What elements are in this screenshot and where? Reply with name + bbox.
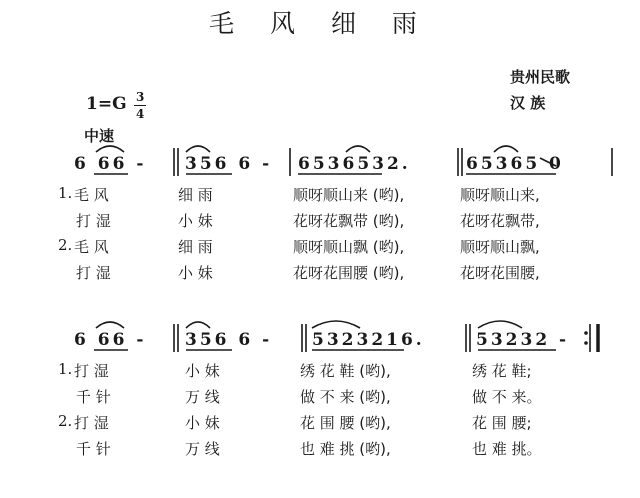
tie — [96, 146, 124, 152]
lyric: 花 围 腰; — [472, 414, 532, 432]
s2-measure-1: 6 66 - — [74, 330, 147, 350]
tie — [346, 146, 370, 152]
lyric: 绣 花 鞋; — [472, 362, 532, 380]
slide-mark — [540, 158, 556, 166]
lyric: 花呀花飘带 (哟), — [293, 212, 405, 230]
lyric: 做 不 来 (哟), — [300, 388, 391, 406]
verse-number: 1. — [58, 184, 73, 202]
song-title: 毛 风 细 雨 — [209, 9, 431, 38]
lyric: 花呀花围腰 (哟), — [293, 264, 405, 282]
lyric: 细 雨 — [178, 238, 213, 256]
lyric: 万 线 — [185, 388, 220, 406]
lyric: 小 妹 — [178, 212, 213, 230]
s2-measure-3: 5323216. — [312, 330, 425, 350]
lyric: 千 针 — [76, 440, 111, 458]
lyric: 顺呀顺山来, — [460, 186, 540, 204]
lyric: 做 不 来。 — [472, 388, 542, 406]
ethnic-label: 汉 族 — [510, 94, 546, 112]
tie — [312, 321, 360, 328]
lyric: 也 难 挑 (哟), — [300, 440, 391, 458]
lyric: 顺呀顺山来 (哟), — [293, 186, 405, 204]
lyric: 万 线 — [185, 440, 220, 458]
time-signature-bottom: 4 — [136, 107, 145, 121]
lyric: 细 雨 — [178, 186, 213, 204]
s2-measure-2: 356 6 - — [185, 330, 273, 350]
s1-measure-3: 6536532. — [298, 154, 411, 174]
verse-number: 2. — [58, 412, 73, 430]
repeat-dot — [584, 331, 588, 335]
tempo-marking: 中速 — [84, 127, 115, 145]
repeat-dot — [584, 341, 588, 345]
tie — [478, 321, 522, 328]
s2-measure-4: 53232 - — [476, 330, 570, 350]
tie — [186, 146, 210, 152]
lyric: 打 湿 — [74, 414, 109, 432]
lyric: 打 湿 — [74, 362, 109, 380]
lyric: 花呀花飘带, — [460, 212, 540, 230]
lyric: 打 湿 — [76, 212, 111, 230]
lyric: 绣 花 鞋 (哟), — [300, 362, 391, 380]
lyric: 毛 风 — [74, 186, 109, 204]
lyric: 毛 风 — [74, 238, 109, 256]
lyric: 打 湿 — [76, 264, 111, 282]
tie — [96, 322, 124, 328]
s1-measure-1: 6 66 - — [74, 154, 147, 174]
tie — [494, 146, 518, 152]
time-signature-top: 3 — [136, 90, 145, 104]
key-signature: 1=G — [86, 94, 127, 114]
tie — [186, 322, 210, 328]
lyric: 顺呀顺山飘, — [460, 238, 540, 256]
source-label: 贵州民歌 — [510, 68, 571, 86]
lyric: 花 围 腰 (哟), — [300, 414, 391, 432]
lyric: 小 妹 — [185, 362, 220, 380]
lyric: 千 针 — [76, 388, 111, 406]
verse-number: 1. — [58, 360, 73, 378]
lyric: 花呀花围腰, — [460, 264, 540, 282]
lyric: 小 妹 — [178, 264, 213, 282]
lyric: 顺呀顺山飘 (哟), — [293, 238, 405, 256]
s1-measure-4: 65365 0 — [466, 154, 564, 174]
lyric: 小 妹 — [185, 414, 220, 432]
s1-measure-2: 356 6 - — [185, 154, 273, 174]
verse-number: 2. — [58, 236, 73, 254]
lyric: 也 难 挑。 — [472, 440, 542, 458]
